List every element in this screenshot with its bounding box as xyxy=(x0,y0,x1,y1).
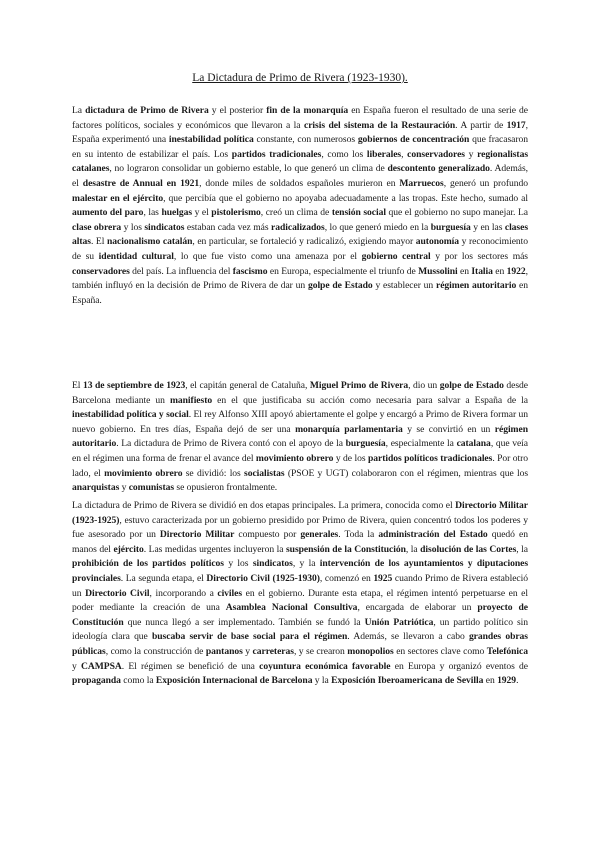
bold-term: socialistas xyxy=(244,467,285,479)
bold-term: disolución de las Cortes xyxy=(420,543,517,555)
bold-term: gobiernos de concentración xyxy=(357,134,470,146)
bold-term: grandes obras públicas xyxy=(72,631,528,657)
bold-term: clase obrera xyxy=(72,221,122,233)
bold-term: burguesía xyxy=(345,438,386,450)
bold-term: golpe de Estado xyxy=(439,380,504,391)
bold-term: sindicatos xyxy=(252,558,293,570)
bold-term: aumento del paro xyxy=(72,207,144,219)
bold-term: descontento generalizado xyxy=(387,163,490,175)
bold-term: catalana xyxy=(456,438,491,450)
bold-term: movimiento obrero xyxy=(104,467,183,479)
bold-term: anarquistas xyxy=(72,482,120,494)
bold-term: Unión Patriótica xyxy=(364,616,434,628)
bold-term: pistolerismo xyxy=(211,207,261,219)
bold-term: comunistas xyxy=(128,482,175,494)
bold-term: carreteras xyxy=(252,645,294,657)
bold-term: 1925 xyxy=(373,572,393,584)
bold-term: CAMPSA xyxy=(81,660,122,672)
bold-term: suspensión de la Constitución xyxy=(285,543,406,555)
bold-term: crisis del sistema de la Restauración xyxy=(303,119,456,131)
bold-term: huelgas xyxy=(161,207,193,219)
bold-term: identidad cultural xyxy=(98,250,174,262)
bold-term: 1922 xyxy=(506,265,526,277)
bold-term: régimen autoritario xyxy=(72,423,528,450)
bold-term: inestabilidad política xyxy=(168,134,254,146)
bold-term: régimen autoritario xyxy=(435,280,517,292)
bold-term: autonomía xyxy=(415,236,460,248)
bold-term: Exposición Iberoamericana de Sevilla xyxy=(331,675,484,687)
bold-term: intervención de los ayuntamientos y diputaciones provinciales xyxy=(72,558,529,584)
bold-term: partidos políticos tradicionales xyxy=(367,452,493,464)
bold-term: monarquía parlamentaria xyxy=(295,423,403,435)
bold-term: golpe de Estado xyxy=(307,280,373,292)
bold-term: fin de la monarquía xyxy=(266,105,349,116)
bold-term: liberales xyxy=(366,148,402,160)
bold-term: nacionalismo catalán xyxy=(107,236,193,248)
bold-term: inestabilidad política y social xyxy=(72,409,189,421)
bold-term: Mussolini xyxy=(418,265,458,277)
bold-term: tensión social xyxy=(331,207,386,219)
bold-term: conservadores xyxy=(72,265,130,277)
bold-term: movimiento obrero xyxy=(255,452,334,464)
bold-term: Marruecos xyxy=(399,177,444,189)
bold-term: sindicatos xyxy=(144,221,185,233)
bold-term: coyuntura económica favorable xyxy=(259,660,391,672)
bold-term: Directorio Militar (1923-1925) xyxy=(72,500,528,526)
paragraph-coup: El 13 de septiembre de 1923, el capitán general de Cataluña, Miguel Primo de Rivera, dio un golpe de Estado desde Barcelona mediante un manifiesto en el que justificaba su acción como necesaria para salvar a España de la inestabilidad política y social. El rey Alfonso XIII apoyó abiertamente el golpe y encargó a Primo de Rivera formar un nuevo gobierno. En tres días, España dejó de ser una monarquía parlamentaria y se convirtió en un régimen autoritario. La dictadura de Primo de Rivera contó con el apoyo de la burguesía, especialmente la catalana, que veía en el régimen una forma de frenar el avance del movimiento obrero y de los partidos políticos tradicionales. Por otro lado, el movimiento obrero se dividió: los socialistas (PSOE y UGT) colaboraron con el régimen, mientras que los anarquistas y comunistas se opusieron frontalmente. xyxy=(72,380,529,494)
bold-term: radicalizados xyxy=(271,221,325,233)
bold-term: Telefónica xyxy=(486,645,528,657)
bold-term: burguesía xyxy=(430,221,471,233)
bold-term: ejército xyxy=(113,543,144,555)
bold-term: gobierno central xyxy=(361,250,431,262)
bold-term: Asamblea Nacional Consultiva xyxy=(225,602,358,614)
bold-term: generales xyxy=(300,529,339,541)
bold-term: administración del Estado xyxy=(378,529,488,541)
bold-term: fascismo xyxy=(232,265,268,277)
paragraph-stages: La dictadura de Primo de Rivera se dividió en dos etapas principales. La primera, conocida como el Directorio Militar (1923-1925), estuvo caracterizada por un gobierno presidido por Primo de Rivera, quien concentró todos los poderes y fue asesorado por un Directorio Militar compuesto por generales. Toda la administración del Estado quedó en manos del ejército. Las medidas urgentes incluyeron la suspensión de la Constitución, la disolución de las Cortes, la prohibición de los partidos políticos y los sindicatos, y la intervención de los ayuntamientos y diputaciones provinciales. La segunda etapa, el Directorio Civil (1925-1930), comenzó en 1925 cuando Primo de Rivera estableció un Directorio Civil, incorporando a civiles en el gobierno. Durante esta etapa, el régimen intentó perpetuarse en el poder mediante la creación de una Asamblea Nacional Consultiva, encargada de elaborar un proyecto de Constitución que nunca llegó a ser implementado. También se fundó la Unión Patriótica, un partido político sin ideología clara que buscaba servir de base social para el régimen. Además, se llevaron a cabo grandes obras públicas, como la construcción de pantanos y carreteras, y se crearon monopolios en sectores clave como Telefónica y CAMPSA. El régimen se benefició de una coyuntura económica favorable en Europa y organizó eventos de propaganda como la Exposición Internacional de Barcelona y la Exposición Iberoamericana de Sevilla en 1929. xyxy=(72,500,529,687)
document-title: La Dictadura de Primo de Rivera (1923-1930). xyxy=(192,72,408,84)
bold-term: 1929 xyxy=(497,675,517,687)
bold-term: propaganda xyxy=(72,675,121,687)
bold-term: partidos tradicionales xyxy=(231,148,322,160)
bold-term: Italia xyxy=(471,265,493,277)
bold-term: 13 de septiembre de 1923 xyxy=(82,380,186,391)
bold-term: prohibición de los partidos políticos xyxy=(72,558,224,570)
bold-term: manifiesto xyxy=(169,394,213,406)
bold-term: dictadura de Primo de Rivera xyxy=(85,105,209,116)
bold-term: buscaba servir de base social para el régimen xyxy=(151,631,348,643)
bold-term: pantanos xyxy=(205,645,243,657)
bold-term: conservadores xyxy=(407,148,465,160)
bold-term: proyecto de Constitución xyxy=(72,602,528,628)
paragraph-causes: La dictadura de Primo de Rivera y el posterior fin de la monarquía en España fueron el resultado de una serie de factores políticos, sociales y económicos que llevaron a la crisis del sistema de la Restauración. A partir de 1917, España experimentó una inestabilidad política constante, con numerosos gobiernos de concentración que fracasaron en su intento de estabilizar el país. Los partidos tradicionales, como los liberales, conservadores y regionalistas catalanes, no lograron consolidar un gobierno estable, lo que generó un clima de descontento generalizado. Además, el desastre de Annual en 1921, donde miles de soldados españoles murieron en Marruecos, generó un profundo malestar en el ejército, que percibía que el gobierno no apoyaba adecuadamente a las tropas. Este hecho, sumado al aumento del paro, las huelgas y el pistolerismo, creó un clima de tensión social que el gobierno no supo manejar. La clase obrera y los sindicatos estaban cada vez más radicalizados, lo que generó miedo en la burguesía y en las clases altas. El nacionalismo catalán, en particular, se fortaleció y radicalizó, exigiendo mayor autonomía y reconocimiento de su identidad cultural, lo que fue visto como una amenaza por el gobierno central y por los sectores más conservadores del país. La influencia del fascismo en Europa, especialmente el triunfo de Mussolini en Italia en 1922, también influyó en la decisión de Primo de Rivera de dar un golpe de Estado y establecer un régimen autoritario en España. xyxy=(72,105,529,306)
bold-term: Directorio Civil xyxy=(85,587,150,599)
bold-term: monopolios xyxy=(347,645,394,657)
bold-term: malestar en el ejército xyxy=(72,192,164,204)
bold-term: desastre de Annual en 1921 xyxy=(82,177,200,189)
bold-term: Directorio Militar xyxy=(159,529,235,541)
bold-term: Directorio Civil (1925-1930) xyxy=(206,572,320,584)
bold-term: clases altas xyxy=(72,221,529,248)
bold-term: Miguel Primo de Rivera xyxy=(309,380,409,391)
bold-term: Exposición Internacional de Barcelona xyxy=(155,675,313,687)
bold-term: civiles xyxy=(217,587,243,599)
bold-term: regionalistas catalanes xyxy=(72,148,528,175)
bold-term: 1917 xyxy=(506,119,526,131)
